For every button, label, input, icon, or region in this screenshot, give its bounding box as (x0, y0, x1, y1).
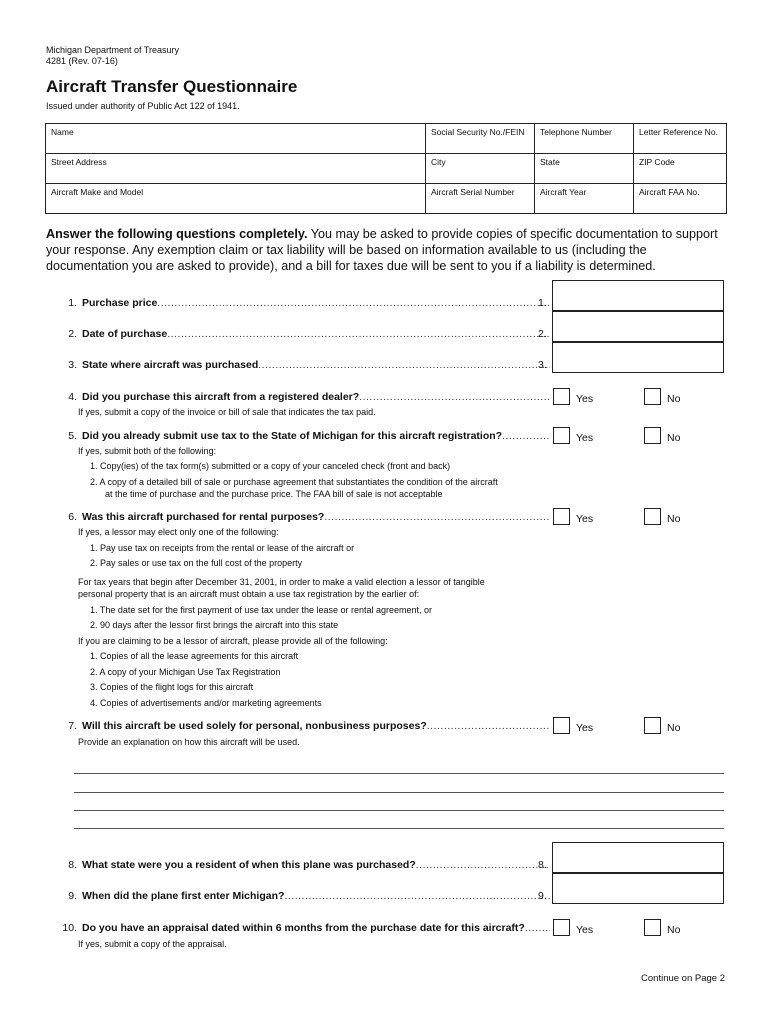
purchase-price-input[interactable] (552, 280, 724, 311)
question-1: 1. Purchase price ..... (50, 297, 550, 310)
serial-number-field[interactable]: Aircraft Serial Number (426, 184, 535, 214)
issued-authority: Issued under authority of Public Act 122 of 1941. (46, 101, 240, 111)
ssn-field[interactable]: Social Security No./FEIN (426, 124, 535, 154)
explanation-line-1[interactable] (74, 773, 724, 774)
question-8: 8. What state were you a resident of when this plane was purchased? ..... (50, 859, 550, 872)
line-number-2: 2. (538, 328, 547, 340)
state-field[interactable]: State (535, 154, 634, 184)
q5-yes-label: Yes (576, 432, 594, 444)
q6-paragraph-3: If you are claiming to be a lessor of aircraft, please provide all of the following: (78, 636, 388, 646)
q7-no-checkbox[interactable] (644, 717, 661, 734)
q6-item3-2: 2. A copy of your Michigan Use Tax Registration (90, 667, 281, 677)
question-3: 3. State where aircraft was purchased ..... (50, 359, 550, 372)
instructions: Answer the following questions completely. You may be asked to provide copies of specific documentation to support your response. Any exemption claim or tax liability will be based on information available to us (including the documentation you are asked to provide), and a bill for taxes due will be sent to you if a liability is determined. (46, 227, 718, 273)
line-number-3: 3. (538, 359, 547, 371)
state-purchased-input[interactable] (552, 342, 724, 373)
q5-no-checkbox[interactable] (644, 427, 661, 444)
q4-no-checkbox[interactable] (644, 388, 661, 405)
q6-item-1: 1. Pay use tax on receipts from the rental or lease of the aircraft or (90, 543, 355, 553)
faa-number-field[interactable]: Aircraft FAA No. (634, 184, 727, 214)
q6-note: If yes, a lessor may elect only one of the following: (78, 527, 279, 537)
line-number-1: 1. (538, 297, 547, 309)
form-number: 4281 (Rev. 07-16) (46, 56, 118, 66)
q10-yes-label: Yes (576, 924, 594, 936)
letter-reference-field[interactable]: Letter Reference No. (634, 124, 727, 154)
michigan-entry-date-input[interactable] (552, 873, 724, 904)
q6-item2-1: 1. The date set for the first payment of use tax under the lease or rental agreement, or (90, 605, 433, 615)
q5-note: If yes, submit both of the following: (78, 446, 217, 456)
q4-no-label: No (667, 393, 681, 405)
explanation-line-4[interactable] (74, 828, 724, 829)
q6-item2-2: 2. 90 days after the lessor first brings the aircraft into this state (90, 620, 339, 630)
line-number-8: 8. (538, 859, 547, 871)
zip-field[interactable]: ZIP Code (634, 154, 727, 184)
explanation-line-2[interactable] (74, 792, 724, 793)
q5-item-2-cont: at the time of purchase and the purchase price. The FAA bill of sale is not acceptable (105, 489, 443, 499)
question-5: 5. Did you already submit use tax to the State of Michigan for this aircraft registration? ..... (50, 430, 550, 443)
street-address-field[interactable]: Street Address (46, 154, 426, 184)
q4-note: If yes, submit a copy of the invoice or bill of sale that indicates the tax paid. (78, 407, 376, 417)
q5-no-label: No (667, 432, 681, 444)
q6-paragraph-1: For tax years that begin after December 31, 2001, in order to make a valid election a lessor of tangible (78, 577, 485, 587)
question-9: 9. When did the plane first enter Michigan? ..... (50, 890, 550, 903)
explanation-line-3[interactable] (74, 810, 724, 811)
q5-yes-checkbox[interactable] (553, 427, 570, 444)
q6-item3-4: 4. Copies of advertisements and/or marketing agreements (90, 698, 322, 708)
q6-no-checkbox[interactable] (644, 508, 661, 525)
name-field[interactable]: Name (46, 124, 426, 154)
q10-no-label: No (667, 924, 681, 936)
line-number-9: 9. (538, 890, 547, 902)
q10-yes-checkbox[interactable] (553, 919, 570, 936)
q6-item3-1: 1. Copies of all the lease agreements for this aircraft (90, 651, 299, 661)
question-10: 10. Do you have an appraisal dated within 6 months from the purchase date for this aircraft? ..... (50, 922, 550, 935)
aircraft-year-field[interactable]: Aircraft Year (535, 184, 634, 214)
q7-yes-checkbox[interactable] (553, 717, 570, 734)
q6-yes-checkbox[interactable] (553, 508, 570, 525)
date-of-purchase-input[interactable] (552, 311, 724, 342)
q5-item-1: 1. Copy(ies) of the tax form(s) submitted or a copy of your canceled check (front and back) (90, 461, 451, 471)
agency-name: Michigan Department of Treasury (46, 45, 180, 55)
telephone-field[interactable]: Telephone Number (535, 124, 634, 154)
form-title: Aircraft Transfer Questionnaire (46, 77, 298, 96)
q7-note: Provide an explanation on how this aircraft will be used. (78, 737, 300, 747)
question-2: 2. Date of purchase ..... (50, 328, 550, 341)
question-6: 6. Was this aircraft purchased for rental purposes? ..... (50, 511, 550, 524)
q7-yes-label: Yes (576, 722, 594, 734)
make-model-field[interactable]: Aircraft Make and Model (46, 184, 426, 214)
resident-state-input[interactable] (552, 842, 724, 873)
question-4: 4. Did you purchase this aircraft from a registered dealer? ..... (50, 391, 550, 404)
taxpayer-info-table (45, 123, 727, 214)
q10-no-checkbox[interactable] (644, 919, 661, 936)
q6-item-2: 2. Pay sales or use tax on the full cost of the property (90, 558, 303, 568)
q6-yes-label: Yes (576, 513, 594, 525)
q10-note: If yes, submit a copy of the appraisal. (78, 939, 227, 949)
q7-no-label: No (667, 722, 681, 734)
continue-note: Continue on Page 2 (641, 973, 725, 984)
q4-yes-label: Yes (576, 393, 594, 405)
q5-item-2: 2. A copy of a detailed bill of sale or purchase agreement that substantiates the condition of the aircraft (90, 477, 498, 487)
city-field[interactable]: City (426, 154, 535, 184)
q6-no-label: No (667, 513, 681, 525)
q6-paragraph-2: personal property that is an aircraft must obtain a use tax registration by the earlier of: (78, 589, 420, 599)
q6-item3-3: 3. Copies of the flight logs for this aircraft (90, 682, 254, 692)
q4-yes-checkbox[interactable] (553, 388, 570, 405)
question-7: 7. Will this aircraft be used solely for personal, nonbusiness purposes? ..... (50, 720, 550, 733)
